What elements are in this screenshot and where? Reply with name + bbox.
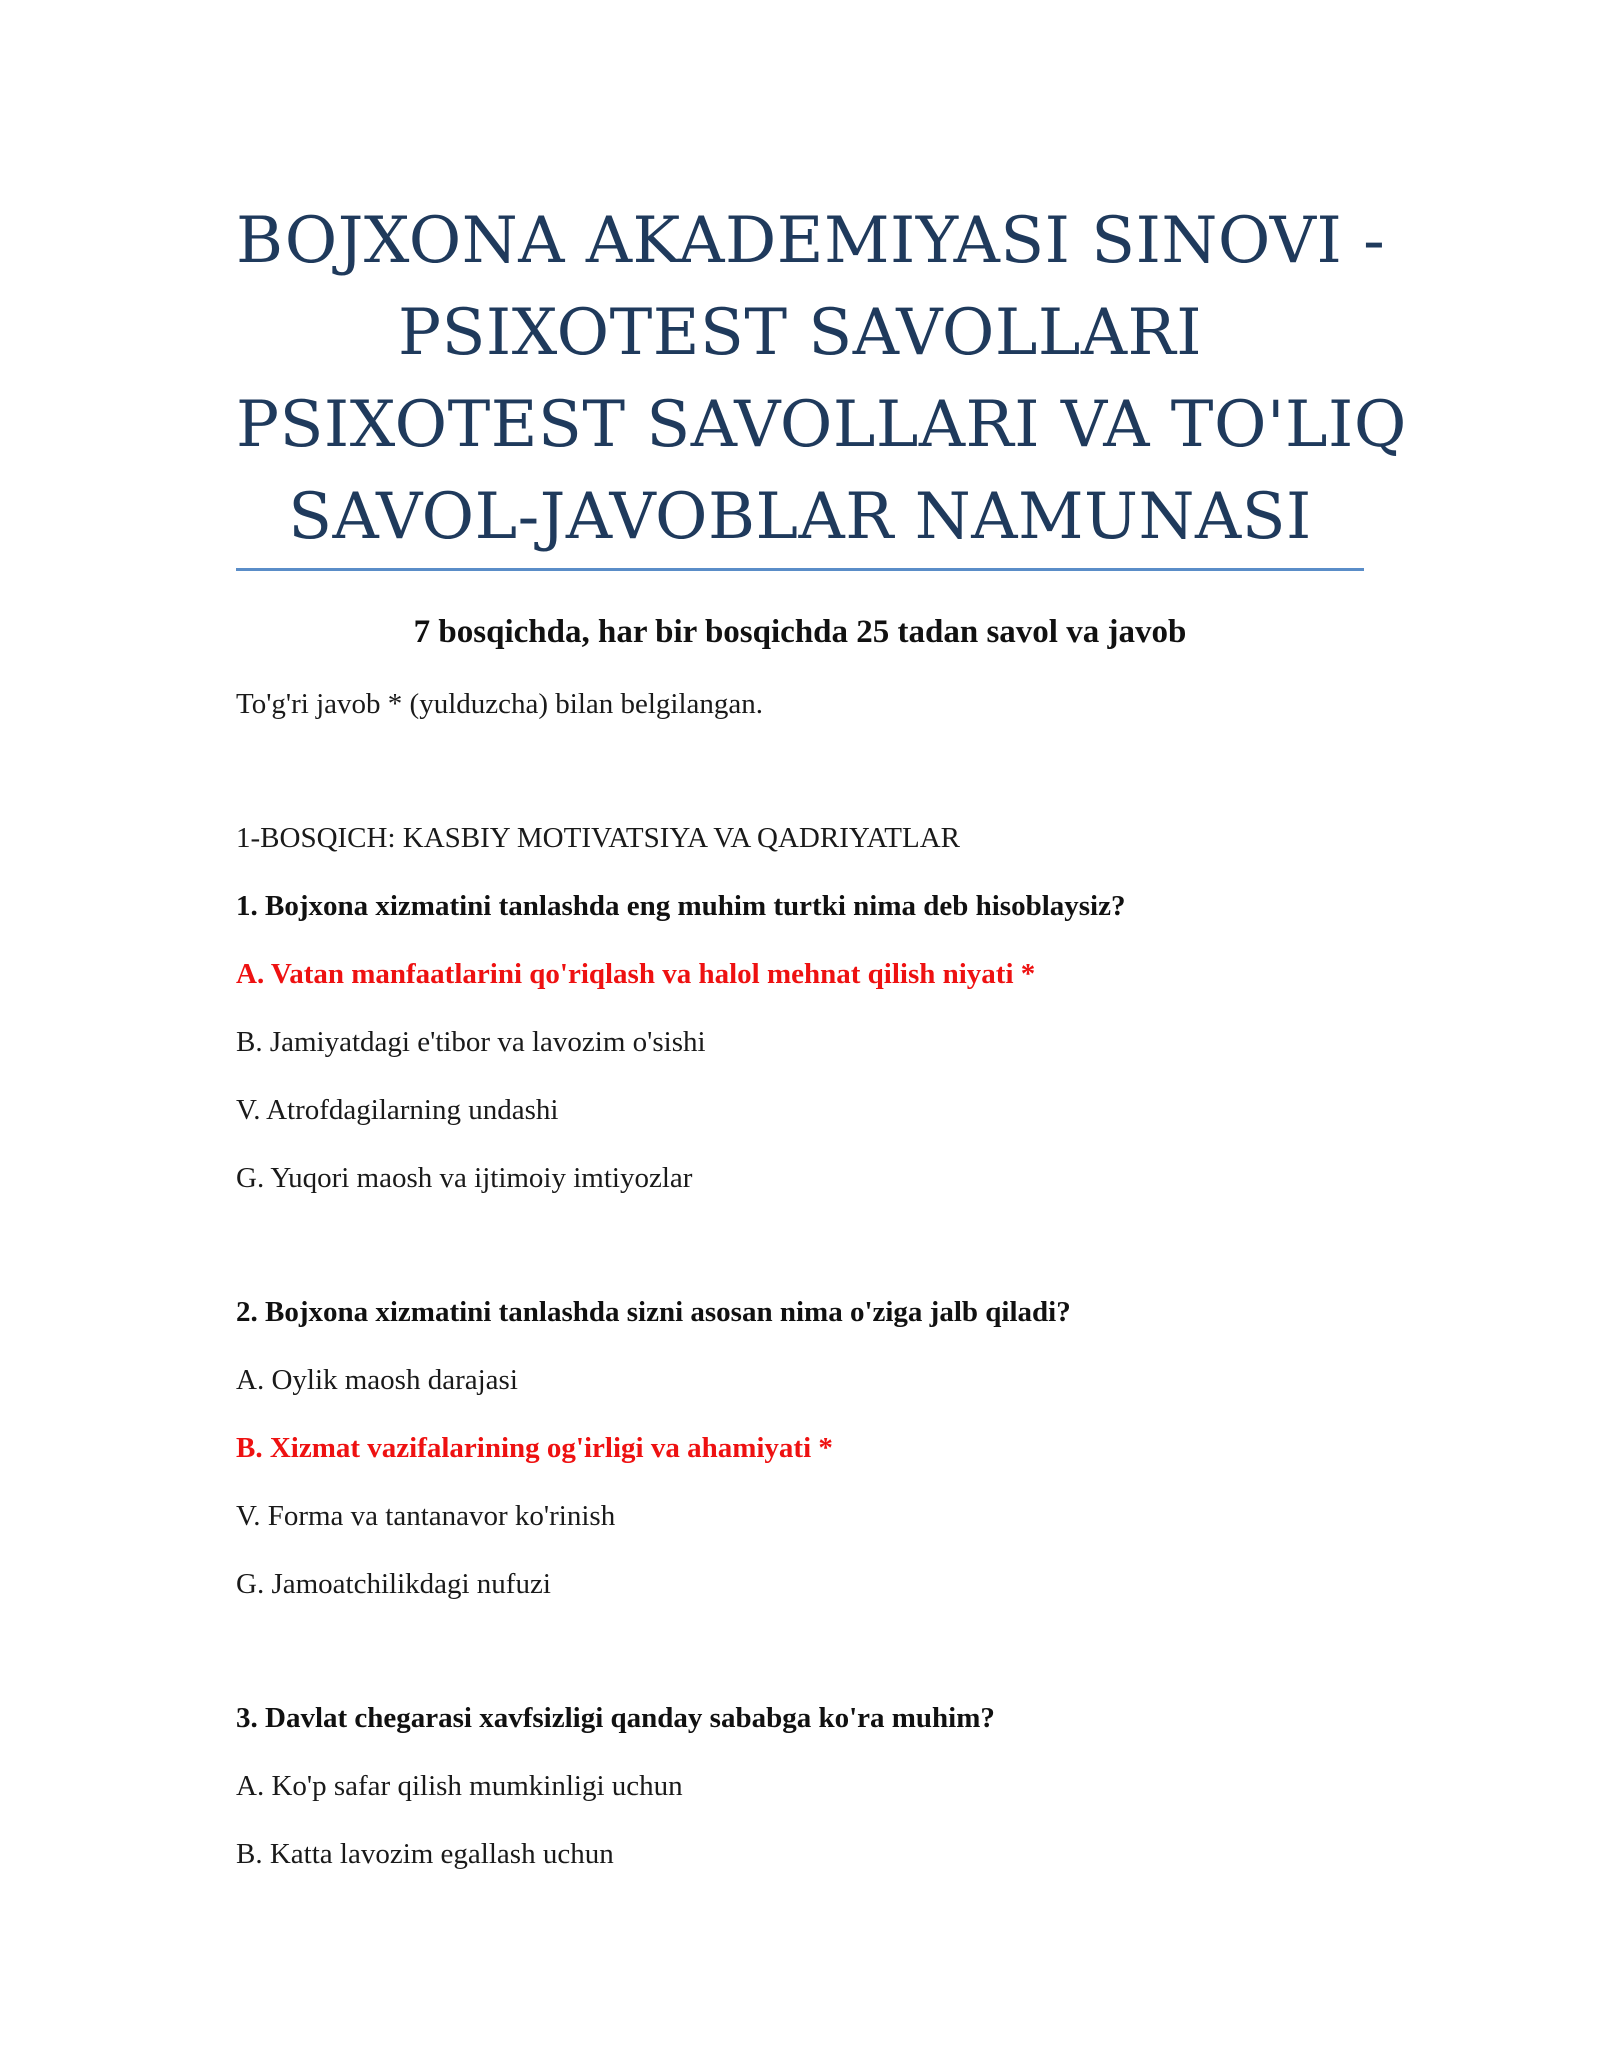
title-underline: [236, 568, 1364, 571]
answer-option: A. Oylik maosh darajasi: [236, 1364, 518, 1396]
question-text: 3. Davlat chegarasi xavfsizligi qanday sababga ko'ra muhim?: [236, 1702, 995, 1734]
question-text: 2. Bojxona xizmatini tanlashda sizni asosan nima o'ziga jalb qiladi?: [236, 1296, 1071, 1328]
title-line: SAVOL-JAVOBLAR NAMUNASI: [288, 480, 1312, 554]
answer-option-correct: B. Xizmat vazifalarining og'irligi va ahamiyati *: [236, 1432, 833, 1464]
answer-key-note: To'g'ri javob * (yulduzcha) bilan belgilangan.: [236, 688, 764, 720]
answer-option: V. Forma va tantanavor ko'rinish: [236, 1500, 616, 1532]
question-text: 1. Bojxona xizmatini tanlashda eng muhim turtki nima deb hisoblaysiz?: [236, 890, 1126, 922]
answer-option: G. Yuqori maosh va ijtimoiy imtiyozlar: [236, 1162, 693, 1194]
title-line: PSIXOTEST SAVOLLARI: [398, 296, 1202, 370]
answer-option: B. Katta lavozim egallash uchun: [236, 1838, 614, 1870]
document-title: [236, 195, 1407, 563]
answer-option: V. Atrofdagilarning undashi: [236, 1094, 559, 1126]
answer-option-correct: A. Vatan manfaatlarini qo'riqlash va halol mehnat qilish niyati *: [236, 958, 1036, 990]
title-line: PSIXOTEST SAVOLLARI VA TO'LIQ: [236, 388, 1407, 462]
title-line: BOJXONA AKADEMIYASI SINOVI -: [236, 204, 1386, 278]
answer-option: B. Jamiyatdagi e'tibor va lavozim o'sishi: [236, 1026, 706, 1058]
section-title: 1-BOSQICH: KASBIY MOTIVATSIYA VA QADRIYATLAR: [236, 822, 961, 854]
answer-option: G. Jamoatchilikdagi nufuzi: [236, 1568, 551, 1600]
answer-option: A. Ko'p safar qilish mumkinligi uchun: [236, 1770, 683, 1802]
document-subtitle: 7 bosqichda, har bir bosqichda 25 tadan savol va javob: [413, 614, 1187, 650]
